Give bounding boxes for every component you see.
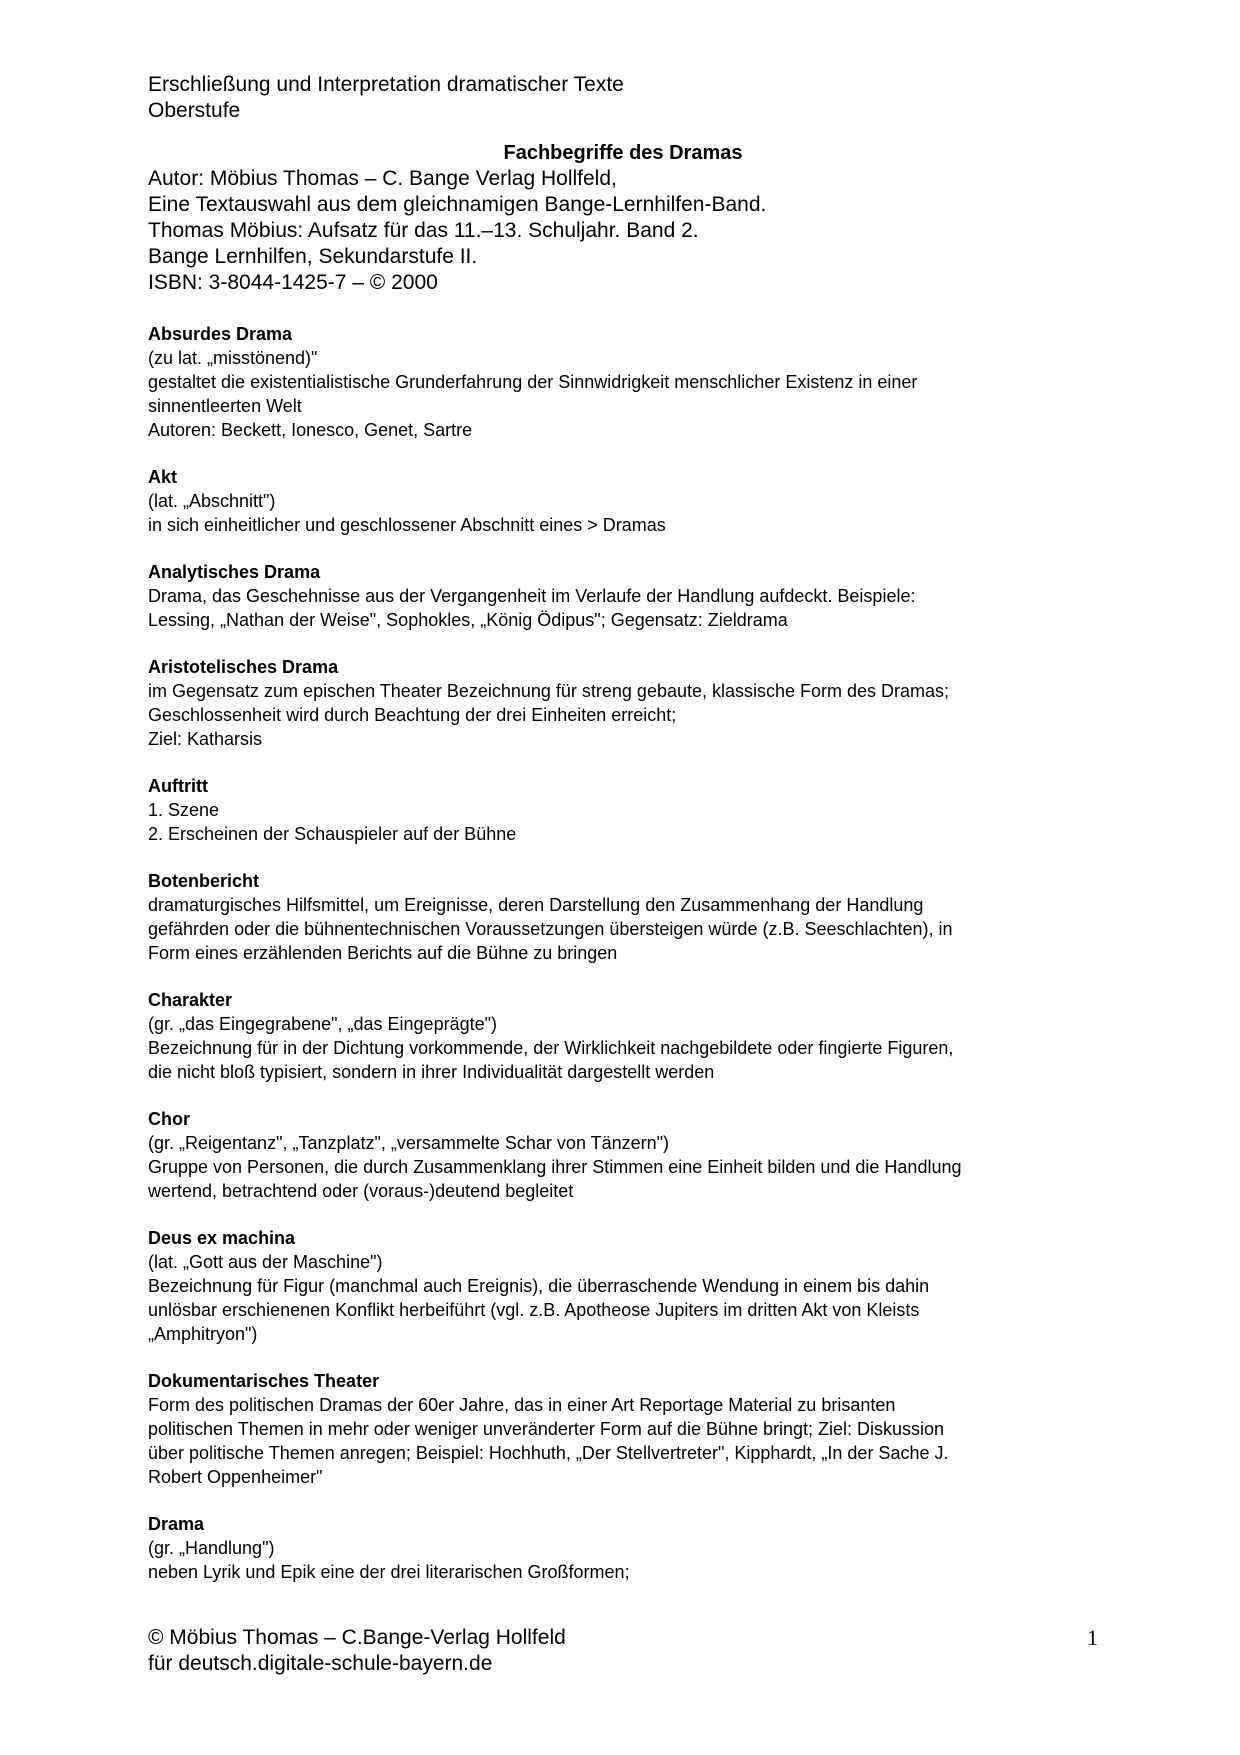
glossary-entry [148,774,1098,846]
course-title: Erschließung und Interpretation dramatischer Texte [148,73,624,96]
definition-line: Geschlossenheit wird durch Beachtung der drei Einheiten erreicht; [148,705,677,725]
definition-line: „Amphitryon") [148,1324,258,1344]
glossary-term: Drama [148,1514,205,1534]
definition-line: im Gegensatz zum epischen Theater Bezeichnung für streng gebaute, klassische Form des Dramas; [148,681,950,701]
definition-line: (gr. „Handlung") [148,1538,275,1558]
source-book: Thomas Möbius: Aufsatz für das 11.–13. Schuljahr. Band 2. [148,219,699,242]
footer-website: für deutsch.digitale-schule-bayern.de [148,1652,493,1675]
definition-line: Ziel: Katharsis [148,729,263,749]
glossary-term: Analytisches Drama [148,562,321,582]
source-isbn: ISBN: 3-8044-1425-7 – © 2000 [148,271,438,294]
course-level: Oberstufe [148,99,241,122]
definition-line: Drama, das Geschehnisse aus der Vergangenheit im Verlaufe der Handlung aufdeckt. Beispiele: [148,586,916,606]
glossary-term: Dokumentarisches Theater [148,1371,380,1391]
definition-line: (zu lat. „misstönend)" [148,348,318,368]
definition-line: Form eines erzählenden Berichts auf die Bühne zu bringen [148,943,618,963]
definition-line: Robert Oppenheimer" [148,1467,323,1487]
footer-copyright: © Möbius Thomas – C.Bange-Verlag Hollfeld [148,1626,566,1649]
source-series: Bange Lernhilfen, Sekundarstufe II. [148,245,478,268]
glossary-entry [148,655,1098,751]
glossary-entry [148,560,1098,632]
definition-line: gefährden oder die bühnentechnischen Voraussetzungen übersteigen würde (z.B. Seeschlachten), in [148,919,953,939]
glossary-term: Aristotelisches Drama [148,657,339,677]
definition-line: (gr. „das Eingegrabene", „das Eingeprägte") [148,1014,497,1034]
definition-line: dramaturgisches Hilfsmittel, um Ereignisse, deren Darstellung den Zusammenhang der Handlung [148,895,924,915]
document-page [148,72,1098,1607]
definition-line: (gr. „Reigentanz", „Tanzplatz", „versammelte Schar von Tänzern") [148,1133,670,1153]
definition-line: gestaltet die existentialistische Grunderfahrung der Sinnwidrigkeit menschlicher Existenz in einer [148,372,918,392]
definition-line: wertend, betrachtend oder (voraus-)deutend begleitet [148,1181,574,1201]
glossary-term: Akt [148,467,178,487]
definition-line: politischen Themen in mehr oder weniger unveränderter Form auf die Bühne bringt; Ziel: Diskussion [148,1419,945,1439]
definition-line: in sich einheitlicher und geschlossener Abschnitt eines > Dramas [148,515,666,535]
definition-line: neben Lyrik und Epik eine der drei literarischen Großformen; [148,1562,630,1582]
glossary-term: Absurdes Drama [148,324,293,344]
glossary-entry [148,465,1098,537]
definition-line: die nicht bloß typisiert, sondern in ihrer Individualität dargestellt werden [148,1062,715,1082]
glossary-entry [148,1512,1098,1584]
glossary-entry [148,1226,1098,1346]
definition-line: Bezeichnung für Figur (manchmal auch Ereignis), die überraschende Wendung in einem bis dahin [148,1276,930,1296]
definition-line: über politische Themen anregen; Beispiel: Hochhuth, „Der Stellvertreter", Kipphardt, „In der Sache J. [148,1443,949,1463]
glossary-entry [148,1369,1098,1489]
glossary-term: Auftritt [148,776,208,796]
definition-line: Form des politischen Dramas der 60er Jahre, das in einer Art Reportage Material zu brisanten [148,1395,896,1415]
glossary-term: Botenbericht [148,871,260,891]
page-footer [148,1625,1098,1677]
page-number: 1 [1087,1625,1098,1650]
definition-line: 1. Szene [148,800,220,820]
definition-line: sinnentleerten Welt [148,396,302,416]
definition-line: 2. Erscheinen der Schauspieler auf der Bühne [148,824,517,844]
definition-line: Gruppe von Personen, die durch Zusammenklang ihrer Stimmen eine Einheit bilden und die Handlung [148,1157,962,1177]
glossary-entry [148,988,1098,1084]
definition-line: unlösbar erschienenen Konflikt herbeiführt (vgl. z.B. Apotheose Jupiters im dritten Akt von Kleists [148,1300,920,1320]
source-author: Autor: Möbius Thomas – C. Bange Verlag Hollfeld, [148,167,617,190]
page-title: Fachbegriffe des Dramas [503,142,743,164]
definition-line: (lat. „Gott aus der Maschine") [148,1252,383,1272]
definition-line: Bezeichnung für in der Dichtung vorkommende, der Wirklichkeit nachgebildete oder fingierte Figuren, [148,1038,954,1058]
glossary-term: Chor [148,1109,190,1129]
source-description: Eine Textauswahl aus dem gleichnamigen Bange-Lernhilfen-Band. [148,193,767,216]
source-info [148,166,1098,296]
glossary-term: Deus ex machina [148,1228,296,1248]
definition-line: Lessing, „Nathan der Weise", Sophokles, „König Ödipus"; Gegensatz: Zieldrama [148,610,788,630]
definition-line: (lat. „Abschnitt") [148,491,276,511]
definition-line: Autoren: Beckett, Ionesco, Genet, Sartre [148,420,473,440]
glossary-term: Charakter [148,990,233,1010]
glossary-entry [148,1107,1098,1203]
glossary-entry [148,322,1098,442]
glossary-list [148,322,1098,1584]
glossary-entry [148,869,1098,965]
